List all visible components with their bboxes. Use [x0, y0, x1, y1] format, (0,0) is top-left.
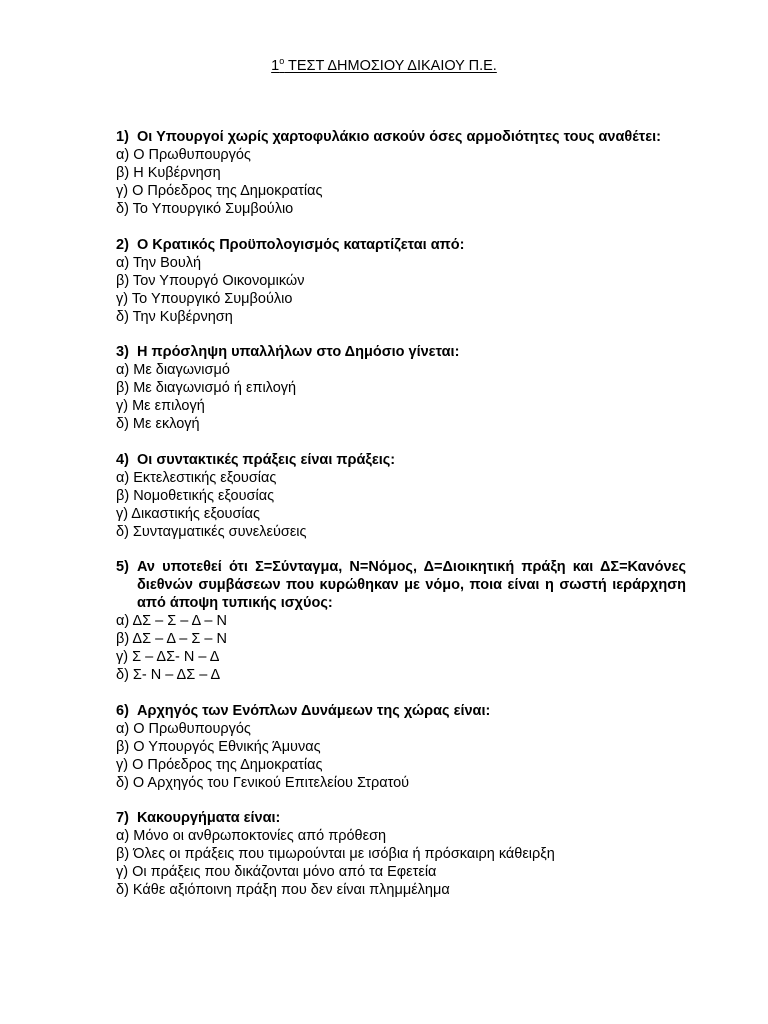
answer-option: α) Με διαγωνισμό	[116, 362, 230, 378]
answer-option: δ) Το Υπουργικό Συμβούλιο	[116, 201, 294, 217]
answer-option: α) Ο Πρωθυπουργός	[116, 147, 251, 163]
answer-option: δ) Συνταγματικές συνελεύσεις	[116, 523, 307, 540]
answer-option: γ) Ο Πρόεδρος της Δημοκρατίας	[116, 756, 323, 773]
question-heading	[116, 128, 686, 146]
question-text: Αρχηγός των Ενόπλων Δυνάμεων της χώρας είναι:	[137, 702, 491, 719]
question-number: 2)	[116, 236, 129, 253]
question-text: Ο Κρατικός Προϋπολογισμός καταρτίζεται από:	[137, 236, 465, 253]
question-2	[116, 236, 686, 326]
title-number: 1	[271, 58, 280, 74]
answer-option: β) Με διαγωνισμό ή επιλογή	[116, 380, 297, 396]
question-number: 4)	[116, 451, 129, 468]
answer-option: γ) Το Υπουργικό Συμβούλιο	[116, 290, 293, 307]
question-3	[116, 343, 686, 433]
page-title	[0, 57, 768, 75]
title-text-wrap	[271, 58, 497, 74]
question-list	[116, 128, 686, 917]
answer-option: δ) Την Κυβέρνηση	[116, 308, 233, 325]
answer-option: α) Μόνο οι ανθρωποκτονίες από πρόθεση	[116, 828, 387, 844]
question-5	[116, 558, 686, 684]
question-7	[116, 809, 686, 899]
answer-option: α) Την Βουλή	[116, 254, 202, 271]
answer-option: α) ΔΣ – Σ – Δ – Ν	[116, 613, 227, 629]
answer-option: γ) Ο Πρόεδρος της Δημοκρατίας	[116, 183, 323, 199]
question-text: Οι συντακτικές πράξεις είναι πράξεις:	[137, 451, 396, 468]
answer-option: β) ΔΣ – Δ – Σ – Ν	[116, 631, 227, 647]
answer-option: γ) Οι πράξεις που δικάζονται μόνο από τα Εφετεία	[116, 864, 437, 880]
question-heading	[116, 236, 686, 254]
answer-option: β) Η Κυβέρνηση	[116, 165, 221, 181]
question-heading	[116, 558, 686, 612]
answer-option: δ) Σ- Ν – ΔΣ – Δ	[116, 667, 221, 683]
title-label: ΤΕΣΤ ΔΗΜΟΣΙΟΥ ΔΙΚΑΙΟΥ Π.Ε.	[284, 58, 497, 74]
question-heading	[116, 809, 686, 827]
question-heading	[116, 343, 686, 361]
question-heading	[116, 702, 686, 720]
question-number: 3)	[116, 344, 129, 360]
question-text: Κακουργήματα είναι:	[137, 810, 281, 826]
question-number: 5)	[116, 559, 129, 575]
answer-option: β) Ο Υπουργός Εθνικής Άμυνας	[116, 738, 321, 755]
answer-option: γ) Δικαστικής εξουσίας	[116, 505, 261, 522]
question-number: 6)	[116, 702, 129, 719]
question-heading	[116, 451, 686, 469]
answer-option: α) Ο Πρωθυπουργός	[116, 720, 251, 737]
answer-option: β) Όλες οι πράξεις που τιμωρούνται με ισόβια ή πρόσκαιρη κάθειρξη	[116, 846, 555, 862]
question-4	[116, 451, 686, 541]
answer-option: δ) Ο Αρχηγός του Γενικού Επιτελείου Στρατού	[116, 774, 410, 791]
answer-option: δ) Με εκλογή	[116, 416, 200, 432]
question-text: Οι Υπουργοί χωρίς χαρτοφυλάκιο ασκούν όσες αρμοδιότητες τους αναθέτει:	[137, 129, 661, 145]
answer-option: γ) Σ – ΔΣ- Ν – Δ	[116, 649, 220, 665]
question-text: Η πρόσληψη υπαλλήλων στο Δημόσιο γίνεται:	[137, 344, 460, 360]
answer-option: α) Εκτελεστικής εξουσίας	[116, 469, 277, 486]
answer-option: γ) Με επιλογή	[116, 398, 205, 414]
question-number: 7)	[116, 810, 129, 826]
title-superscript: ο	[279, 56, 285, 67]
question-text: Αν υποτεθεί ότι Σ=Σύνταγμα, Ν=Νόμος, Δ=Διοικητική πράξη και ΔΣ=Κανόνες διεθνών συμβάσεων που κυρώθηκαν με νόμο, ποια είναι η σωστή ιεράρχηση από άποψη τυπικής ισχύος:	[137, 559, 686, 611]
question-number: 1)	[116, 129, 129, 145]
question-1	[116, 128, 686, 218]
answer-option: β) Τον Υπουργό Οικονομικών	[116, 272, 305, 289]
question-6	[116, 702, 686, 792]
answer-option: β) Νομοθετικής εξουσίας	[116, 487, 275, 504]
answer-option: δ) Κάθε αξιόποινη πράξη που δεν είναι πλημμέλημα	[116, 882, 450, 898]
